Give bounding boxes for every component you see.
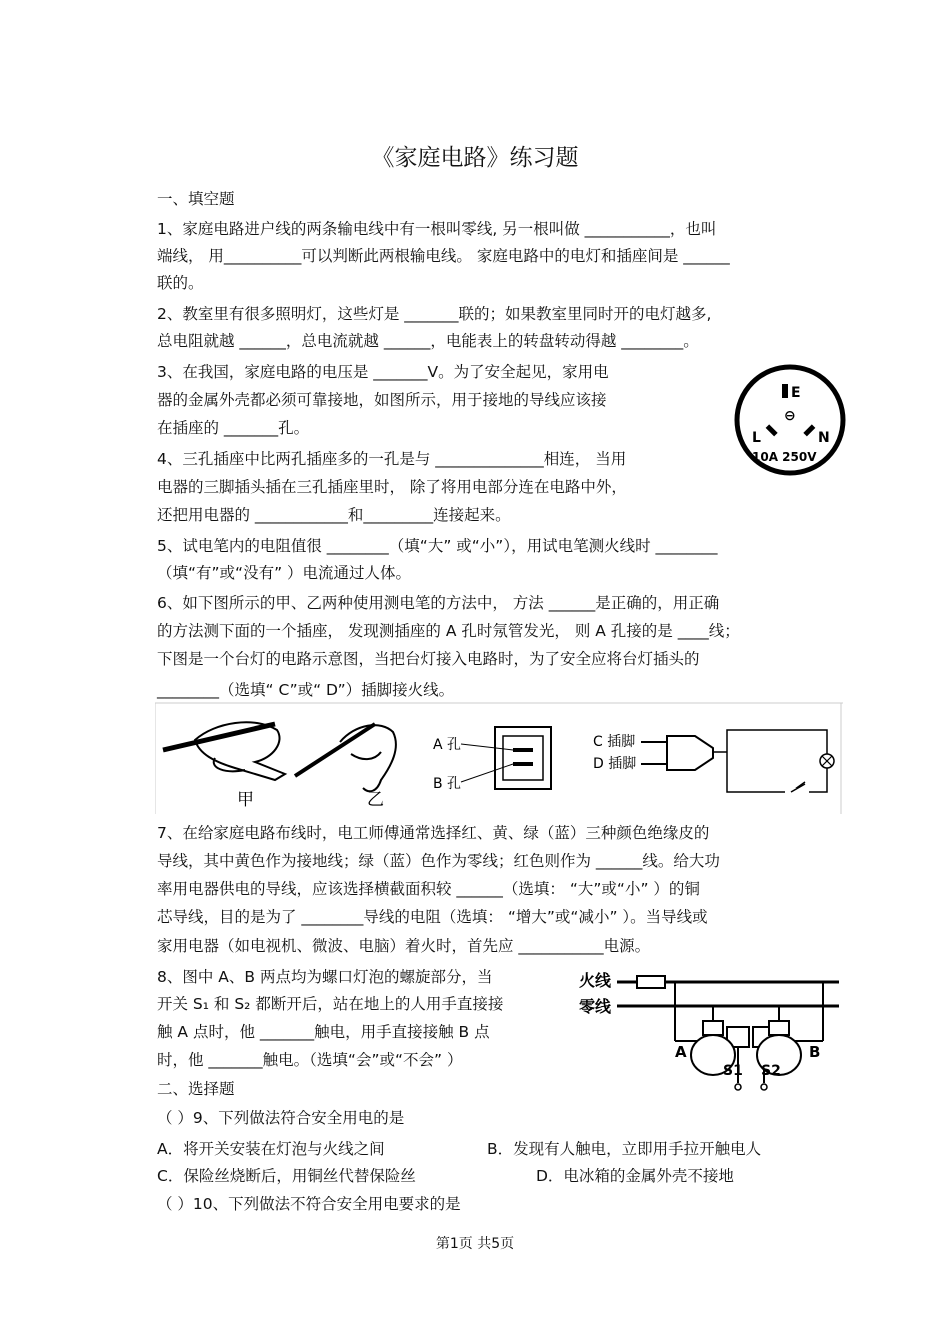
s2-label: S2 xyxy=(761,1063,781,1079)
question-3-line-1: 3、在我国，家庭电路的电压是 _______V。为了安全起见，家用电 xyxy=(157,363,609,381)
question-4-line-2: 电器的三脚插头插在三孔插座里时， 除了将用电部分连在电路中外， xyxy=(157,478,627,496)
socket-rating-label: 10A 250V xyxy=(752,450,817,464)
question-6-line-2: 的方法测下面的一个插座， 发现测插座的 A 孔时氖管发光， 则 A 孔接的是 ____线； xyxy=(157,622,740,640)
question-8-line-2: 开关 S₁ 和 S₂ 都断开后，站在地上的人用手直接接 xyxy=(157,995,504,1013)
fuse-icon xyxy=(637,976,665,988)
lamp-d-label: D 插脚 xyxy=(593,756,637,772)
question-4-line-1: 4、三孔插座中比两孔插座多的一孔是与 ______________相连， 当用 xyxy=(157,450,627,468)
question-10-stem: （ ）10、下列做法不符合安全用电要求的是 xyxy=(157,1195,461,1213)
question-1-line-1: 1、家庭电路进户线的两条输电线中有一根叫零线, 另一根叫做 ___________，也叫 xyxy=(157,220,717,238)
question-8-circuit-figure xyxy=(575,963,841,1095)
question-1-line-3: 联的。 xyxy=(157,274,204,292)
question-7-line-3: 率用电器供电的导线，应该选择横截面积较 ______（选填： “大”或“小” ）的铜 xyxy=(157,880,700,898)
question-3-line-3: 在插座的 _______孔。 xyxy=(157,419,310,437)
outlet-b-label: B 孔 xyxy=(433,776,462,792)
point-b-label: B xyxy=(809,1043,821,1061)
point-a-label: A xyxy=(675,1043,687,1061)
question-6-figures xyxy=(155,702,843,814)
question-7-line-1: 7、在给家庭电路布线时，电工师傅通常选择红、黄、绿（蓝）三种颜色绝缘皮的 xyxy=(157,824,710,842)
question-6-line-1: 6、如下图所示的甲、乙两种使用测电笔的方法中， 方法 ______是正确的，用正确 xyxy=(157,594,720,612)
question-8-line-3: 触 A 点时，他 _______触电，用手直接接触 B 点 xyxy=(157,1023,490,1041)
page-title: 《家庭电路》练习题 xyxy=(371,145,579,171)
question-9-option-d: D．电冰箱的金属外壳不接地 xyxy=(536,1167,734,1185)
s1-label: S1 xyxy=(723,1063,743,1079)
question-9-option-a: A．将开关安装在灯泡与火线之间 xyxy=(157,1140,385,1158)
question-4-line-3: 还把用电器的 ____________和_________连接起来。 xyxy=(157,506,511,524)
test-pen-jia-icon xyxy=(163,722,285,780)
question-6-line-4: ________（选填“ C”或“ D”）插脚接火线。 xyxy=(157,681,455,699)
pen-jia-label: 甲 xyxy=(237,790,254,810)
lamp-c-label: C 插脚 xyxy=(593,734,636,750)
three-hole-socket-figure xyxy=(732,362,850,478)
question-1-line-2: 端线， 用__________可以判断此两根输电线。 家庭电路中的电灯和插座间是 ______ xyxy=(157,247,730,265)
socket-e-label: E xyxy=(791,385,801,401)
question-8-line-4: 时，他 _______触电。（选填“会”或“不会” ） xyxy=(157,1051,463,1069)
page-footer: 第1页 共5页 xyxy=(435,1236,515,1252)
outlet-a-label: A 孔 xyxy=(433,737,462,753)
question-9-stem: （ ）9、下列做法符合安全用电的是 xyxy=(157,1109,405,1127)
question-6-line-3: 下图是一个台灯的电路示意图，当把台灯接入电路时，为了安全应将台灯插头的 xyxy=(157,650,700,668)
question-5-line-1: 5、试电笔内的电阻值很 ________（填“大” 或“小”），用试电笔测火线时 ________ xyxy=(157,537,718,555)
question-3-line-2: 器的金属外壳都必须可靠接地，如图所示，用于接地的导线应该接 xyxy=(157,391,607,409)
svg-text:⊖: ⊖ xyxy=(784,408,796,424)
test-pen-yi-icon xyxy=(295,724,396,791)
question-8-line-1: 8、图中 A、B 两点均为螺口灯泡的螺旋部分，当 xyxy=(157,968,493,986)
question-9-option-c: C．保险丝烧断后，用铜丝代替保险丝 xyxy=(157,1167,416,1185)
pen-yi-label: 乙 xyxy=(367,790,384,810)
question-7-line-4: 芯导线，目的是为了 ________导线的电阻（选填： “增大”或“减小” ）。当导线或 xyxy=(157,908,708,926)
socket-n-label: N xyxy=(818,430,830,446)
plug-icon xyxy=(667,736,713,770)
neutral-wire-label: 零线 xyxy=(579,997,612,1016)
question-5-line-2: （填“有”或“没有” ）电流通过人体。 xyxy=(157,564,412,582)
socket-l-label: L xyxy=(752,430,761,446)
section-heading-choice: 二、选择题 xyxy=(157,1080,235,1098)
question-7-line-2: 导线，其中黄色作为接地线；绿（蓝）色作为零线；红色则作为 ______线。给大功 xyxy=(157,852,720,870)
live-wire-label: 火线 xyxy=(579,971,612,990)
question-9-option-b: B．发现有人触电，立即用手拉开触电人 xyxy=(487,1140,762,1158)
question-2-line-1: 2、教室里有很多照明灯，这些灯是 _______联的；如果教室里同时开的电灯越多, xyxy=(157,305,712,323)
question-2-line-2: 总电阻就越 ______，总电流就越 ______，电能表上的转盘转动得越 ________。 xyxy=(157,332,699,350)
question-7-line-5: 家用电器（如电视机、微波、电脑）着火时，首先应 ___________电源。 xyxy=(157,937,651,955)
section-heading-fill-in: 一、填空题 xyxy=(157,190,235,208)
